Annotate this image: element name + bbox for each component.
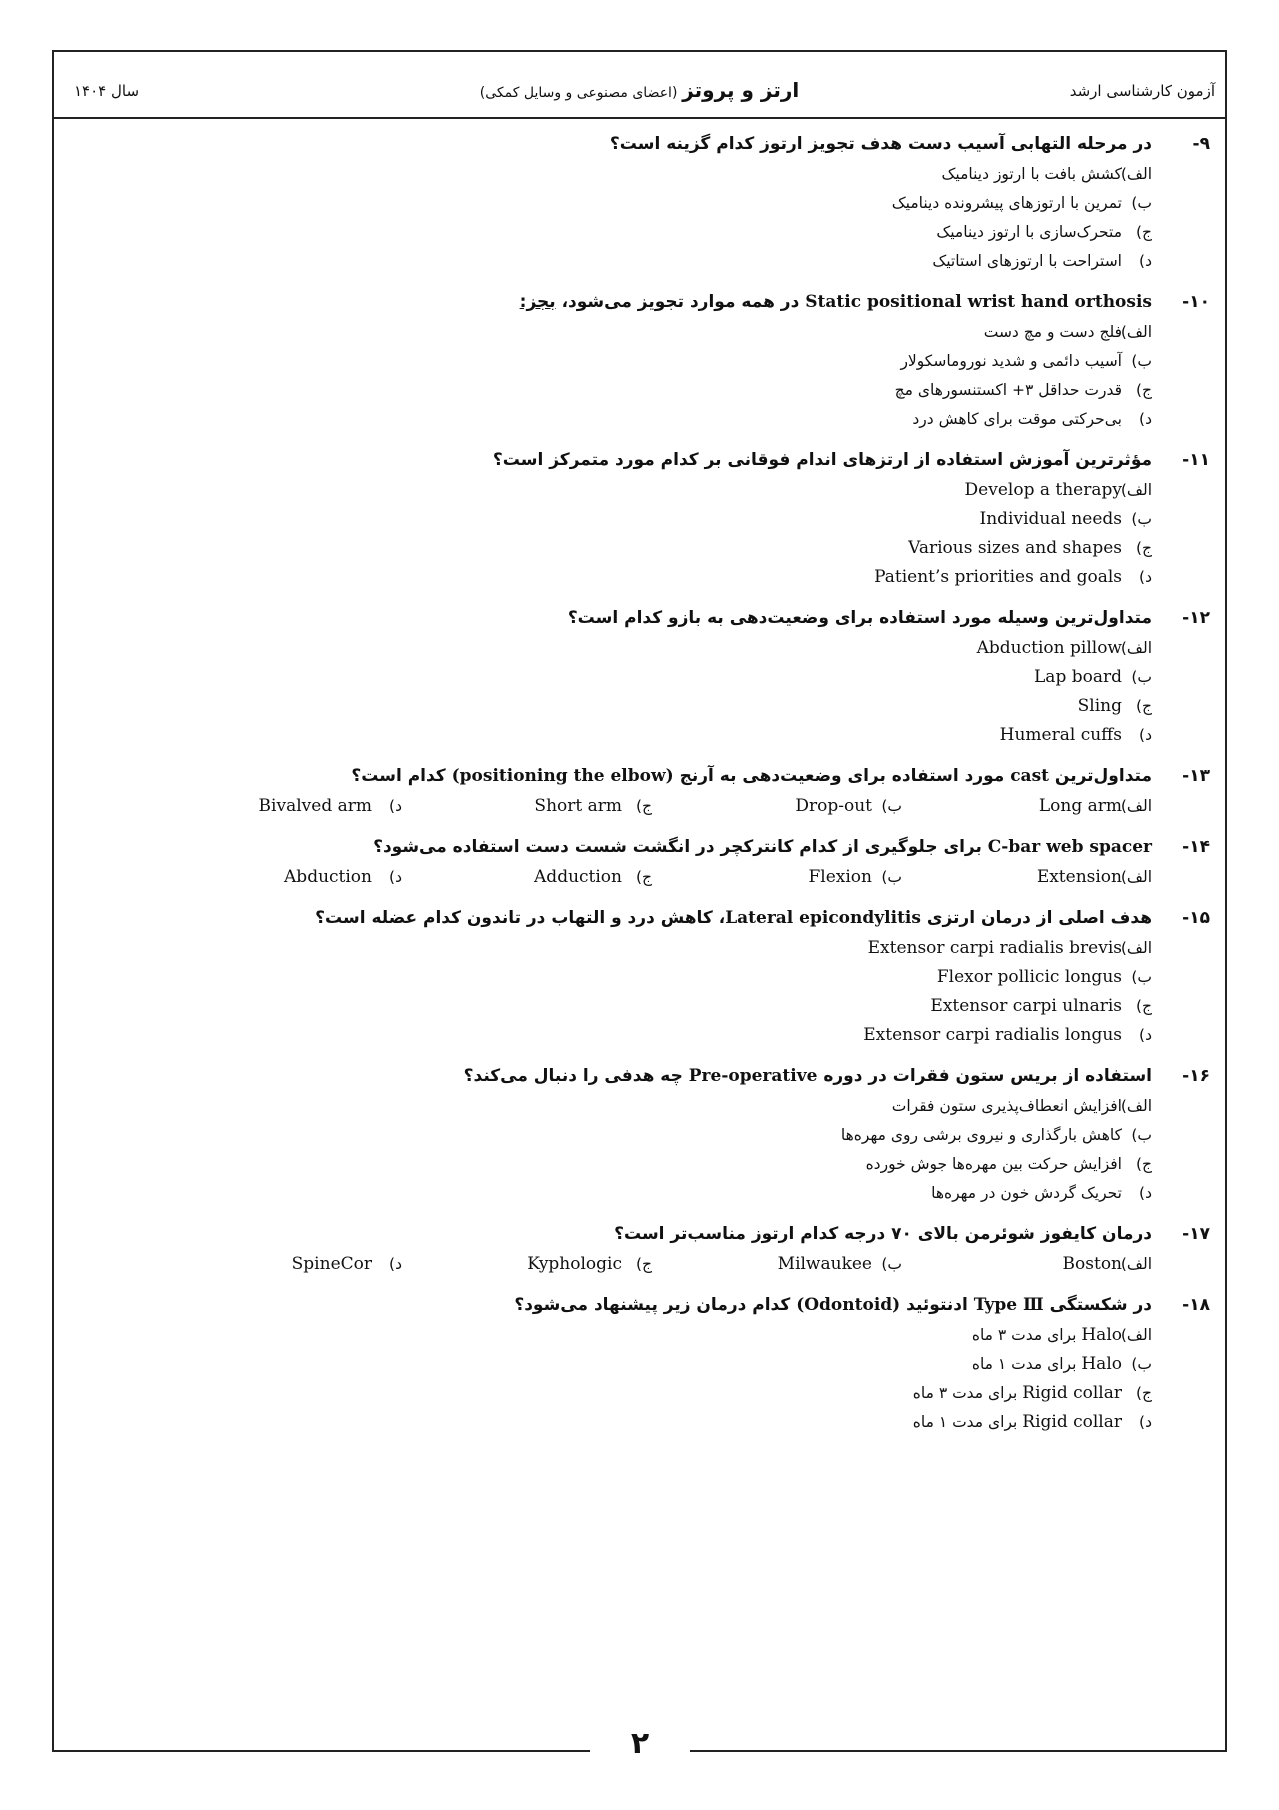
option-text: Flexor pollicic longus <box>936 967 1122 987</box>
option-label: الف) <box>1120 165 1152 183</box>
option-text: آسیب دائمی و شدید نوروماسکولار <box>900 352 1122 370</box>
option[interactable] <box>70 1350 1152 1379</box>
question-text-part: استفاده از بریس ستون فقرات در دوره <box>817 1066 1152 1086</box>
option-text: Extensor carpi ulnaris <box>930 996 1122 1016</box>
question-latin-term: cast <box>1010 766 1049 786</box>
question-18 <box>70 1289 1210 1437</box>
option-label: ج) <box>1135 997 1152 1015</box>
title-sub: (اعضای مصنوعی و وسایل کمکی) <box>479 85 678 101</box>
option-text: استراحت با ارتوزهای استاتیک <box>932 252 1122 270</box>
option[interactable] <box>152 1250 402 1279</box>
question-text: متداول‌ترین وسیله مورد استفاده برای وضعیت‌دهی به بازو کدام است؟ <box>567 608 1152 628</box>
question-text-part: ، کاهش درد و التهاب در تاندون کدام عضله است؟ <box>315 908 726 928</box>
option[interactable] <box>70 1092 1152 1121</box>
option[interactable] <box>402 1250 652 1279</box>
option-text: Humeral cuffs <box>999 725 1122 745</box>
option-label: د) <box>1139 726 1152 744</box>
question-text <box>464 1060 1152 1092</box>
question-text <box>520 286 1152 318</box>
option-text: Patient’s priorities and goals <box>874 567 1122 587</box>
option-label: ج) <box>635 868 652 886</box>
question-number: ۱۰- <box>1182 292 1210 312</box>
question-latin-term: (positioning the elbow) <box>451 766 674 786</box>
question-number: ۹- <box>1192 134 1210 154</box>
option[interactable] <box>70 476 1152 505</box>
question-11 <box>70 444 1210 592</box>
option-label: د) <box>1139 410 1152 428</box>
option-text: فلج دست و مچ دست <box>983 323 1122 341</box>
option-text: Various sizes and shapes <box>908 538 1122 558</box>
option-label: الف) <box>1120 939 1152 957</box>
option-label: الف) <box>1120 639 1152 657</box>
option[interactable] <box>70 634 1152 663</box>
option-text: تمرین با ارتوزهای پیشرونده دینامیک <box>891 194 1122 212</box>
option-label: الف) <box>1120 868 1152 886</box>
option-text: Extensor carpi radialis longus <box>863 1025 1122 1045</box>
option-text: قدرت حداقل ۳+ اکستنسورهای مچ <box>894 381 1122 399</box>
option-label: ج) <box>1135 1384 1152 1402</box>
option-label: الف) <box>1120 481 1152 499</box>
option[interactable] <box>902 792 1152 821</box>
option-text: کاهش بارگذاری و نیروی برشی روی مهره‌ها <box>840 1126 1122 1144</box>
option[interactable] <box>902 863 1152 892</box>
option-label: ب) <box>1131 668 1152 686</box>
option-text: Extensor carpi radialis brevis <box>867 938 1122 958</box>
option[interactable] <box>902 1250 1152 1279</box>
option[interactable] <box>70 534 1152 563</box>
option-text: افزایش انعطاف‌پذیری ستون فقرات <box>891 1097 1122 1115</box>
option[interactable] <box>70 692 1152 721</box>
question-number: ۱۲- <box>1182 608 1210 628</box>
question-15 <box>70 902 1210 1050</box>
title-main: ارتز و پروتز <box>682 78 800 102</box>
option[interactable] <box>70 347 1152 376</box>
option-label: ب) <box>881 868 902 886</box>
exam-name: آزمون کارشناسی ارشد <box>1069 82 1215 100</box>
question-12 <box>70 602 1210 750</box>
option-latin-term: Halo <box>1081 1325 1122 1345</box>
question-latin-term: Lateral epicondylitis <box>725 908 921 928</box>
option-text: SpineCor <box>291 1254 372 1274</box>
question-list <box>70 128 1210 1447</box>
option[interactable] <box>402 792 652 821</box>
option-label: ب) <box>881 797 902 815</box>
option[interactable] <box>70 992 1152 1021</box>
option-label: ج) <box>1135 539 1152 557</box>
option-text: Abduction <box>284 867 372 887</box>
option[interactable] <box>70 247 1152 276</box>
option-label: الف) <box>1120 1255 1152 1273</box>
option-text: بی‌حرکتی موقت برای کاهش درد <box>912 410 1122 428</box>
option-label: ب) <box>1131 510 1152 528</box>
option-text: برای مدت ۱ ماه <box>971 1355 1082 1373</box>
option-label: الف) <box>1120 323 1152 341</box>
option-text: Abduction pillow <box>976 638 1122 658</box>
option[interactable] <box>70 189 1152 218</box>
option-text: Extension <box>1036 867 1122 887</box>
option[interactable] <box>152 792 402 821</box>
option-text: افزایش حرکت بین مهره‌ها جوش خورده <box>865 1155 1122 1173</box>
question-16 <box>70 1060 1210 1208</box>
option-label: د) <box>389 1255 402 1273</box>
question-14 <box>70 831 1210 892</box>
option[interactable] <box>652 863 902 892</box>
question-latin-term: C-bar web spacer <box>987 837 1152 857</box>
option-label: ج) <box>1135 381 1152 399</box>
question-number: ۱۶- <box>1182 1066 1210 1086</box>
question-latin-term: Pre-operative <box>688 1066 818 1086</box>
question-text <box>351 760 1152 792</box>
option-text: کشش بافت با ارتوز دینامیک <box>941 165 1122 183</box>
question-10 <box>70 286 1210 434</box>
option-text: Sling <box>1077 696 1122 716</box>
option-latin-term: Halo <box>1081 1354 1122 1374</box>
option-label: ب) <box>1131 1126 1152 1144</box>
option-label: ب) <box>881 1255 902 1273</box>
option-text: متحرک‌سازی با ارتوز دینامیک <box>936 223 1122 241</box>
question-text <box>315 902 1152 934</box>
option[interactable] <box>70 1150 1152 1179</box>
question-text-part: مورد استفاده برای وضعیت‌دهی به آرنج <box>673 766 1011 786</box>
option[interactable] <box>70 160 1152 189</box>
option-latin-term: Rigid collar <box>1022 1383 1122 1403</box>
question-text-part: چه هدفی را دنبال می‌کند؟ <box>463 1066 689 1086</box>
question-number: ۱۵- <box>1182 908 1210 928</box>
question-text <box>514 1289 1152 1321</box>
option-text: Long arm <box>1038 796 1122 816</box>
header-divider <box>54 117 1225 119</box>
exam-title <box>54 78 1225 102</box>
question-emphasis: بجز: <box>519 292 556 312</box>
option[interactable] <box>70 1021 1152 1050</box>
option-label: ج) <box>1135 1155 1152 1173</box>
option[interactable] <box>70 376 1152 405</box>
question-text-part: در همه موارد تجویز می‌شود، <box>555 292 806 312</box>
question-number: ۱۸- <box>1182 1295 1210 1315</box>
option-label: ب) <box>1131 194 1152 212</box>
option-text: برای مدت ۳ ماه <box>971 1326 1082 1344</box>
option-label: د) <box>1139 252 1152 270</box>
option[interactable] <box>70 1408 1152 1437</box>
question-text-part: کدام درمان زیر پیشنهاد می‌شود؟ <box>514 1295 797 1315</box>
option[interactable] <box>70 663 1152 692</box>
option-text: Individual needs <box>979 509 1122 529</box>
question-text-part: متداول‌ترین <box>1049 766 1152 786</box>
option-text: برای مدت ۱ ماه <box>912 1413 1023 1431</box>
option[interactable] <box>70 1121 1152 1150</box>
option-text: Drop-out <box>795 796 872 816</box>
option-text: Develop a therapy <box>964 480 1122 500</box>
question-text-part: ادنتوئید <box>900 1295 974 1315</box>
option-label: د) <box>389 797 402 815</box>
option-label: ب) <box>1131 1355 1152 1373</box>
option-text: Bivalved arm <box>258 796 372 816</box>
option[interactable] <box>652 1250 902 1279</box>
option[interactable] <box>70 563 1152 592</box>
question-number: ۱۷- <box>1182 1224 1210 1244</box>
option-label: د) <box>389 868 402 886</box>
option[interactable] <box>70 218 1152 247</box>
question-text-part: کدام است؟ <box>351 766 452 786</box>
option-text: تحریک گردش خون در مهره‌ها <box>931 1184 1122 1202</box>
question-text: مؤثرترین آموزش استفاده از ارتزهای اندام فوقانی بر کدام مورد متمرکز است؟ <box>492 450 1152 470</box>
option-text: Lap board <box>1034 667 1122 687</box>
question-latin-term: (Odontoid) <box>796 1295 901 1315</box>
option-text: Milwaukee <box>777 1254 872 1274</box>
question-text-part: در شکستگی <box>1043 1295 1152 1315</box>
question-9 <box>70 128 1210 276</box>
option-label: د) <box>1139 568 1152 586</box>
option-label: ج) <box>635 797 652 815</box>
option-text: Short arm <box>534 796 622 816</box>
option[interactable] <box>70 721 1152 750</box>
option[interactable] <box>652 792 902 821</box>
option-latin-term: Rigid collar <box>1022 1412 1122 1432</box>
question-number: ۱۱- <box>1182 450 1210 470</box>
option-label: د) <box>1139 1184 1152 1202</box>
option[interactable] <box>70 963 1152 992</box>
option-text: Adduction <box>534 867 622 887</box>
question-text: درمان کایفوز شوئرمن بالای ۷۰ درجه کدام ارتوز مناسب‌تر است؟ <box>614 1224 1152 1244</box>
option[interactable] <box>70 934 1152 963</box>
page-header <box>54 70 1225 116</box>
question-number: ۱۴- <box>1182 837 1210 857</box>
option-label: ب) <box>1131 968 1152 986</box>
option-label: د) <box>1139 1413 1152 1431</box>
option[interactable] <box>70 505 1152 534</box>
option[interactable] <box>402 863 652 892</box>
option-text: Flexion <box>808 867 872 887</box>
question-text: در مرحله التهابی آسیب دست هدف تجویز ارتوز کدام گزینه است؟ <box>609 134 1152 154</box>
page-number: ۲ <box>630 1726 650 1761</box>
option-label: ج) <box>1135 697 1152 715</box>
question-latin-term: Static positional wrist hand orthosis <box>805 292 1152 312</box>
option[interactable] <box>152 863 402 892</box>
option-text: Boston <box>1062 1254 1122 1274</box>
option-text: Kyphologic <box>527 1254 622 1274</box>
option[interactable] <box>70 1321 1152 1350</box>
question-13 <box>70 760 1210 821</box>
option-label: ج) <box>1135 223 1152 241</box>
option-text: برای مدت ۳ ماه <box>912 1384 1023 1402</box>
question-17 <box>70 1218 1210 1279</box>
option-label: الف) <box>1120 1326 1152 1344</box>
question-text-part: برای جلوگیری از کدام کانترکچر در انگشت شست دست استفاده می‌شود؟ <box>373 837 988 857</box>
option[interactable] <box>70 318 1152 347</box>
option-label: ج) <box>635 1255 652 1273</box>
question-text-part: هدف اصلی از درمان ارتزی <box>920 908 1152 928</box>
option-label: د) <box>1139 1026 1152 1044</box>
exam-year: سال ۱۴۰۴ <box>74 82 140 100</box>
footer-rule-left <box>52 1750 590 1752</box>
question-latin-term: Type Ⅲ <box>973 1295 1044 1315</box>
option[interactable] <box>70 1379 1152 1408</box>
question-text <box>373 831 1152 863</box>
option-label: الف) <box>1120 1097 1152 1115</box>
footer-rule-right <box>690 1750 1227 1752</box>
option-label: ب) <box>1131 352 1152 370</box>
option[interactable] <box>70 405 1152 434</box>
question-number: ۱۳- <box>1182 766 1210 786</box>
option[interactable] <box>70 1179 1152 1208</box>
option-label: الف) <box>1120 797 1152 815</box>
